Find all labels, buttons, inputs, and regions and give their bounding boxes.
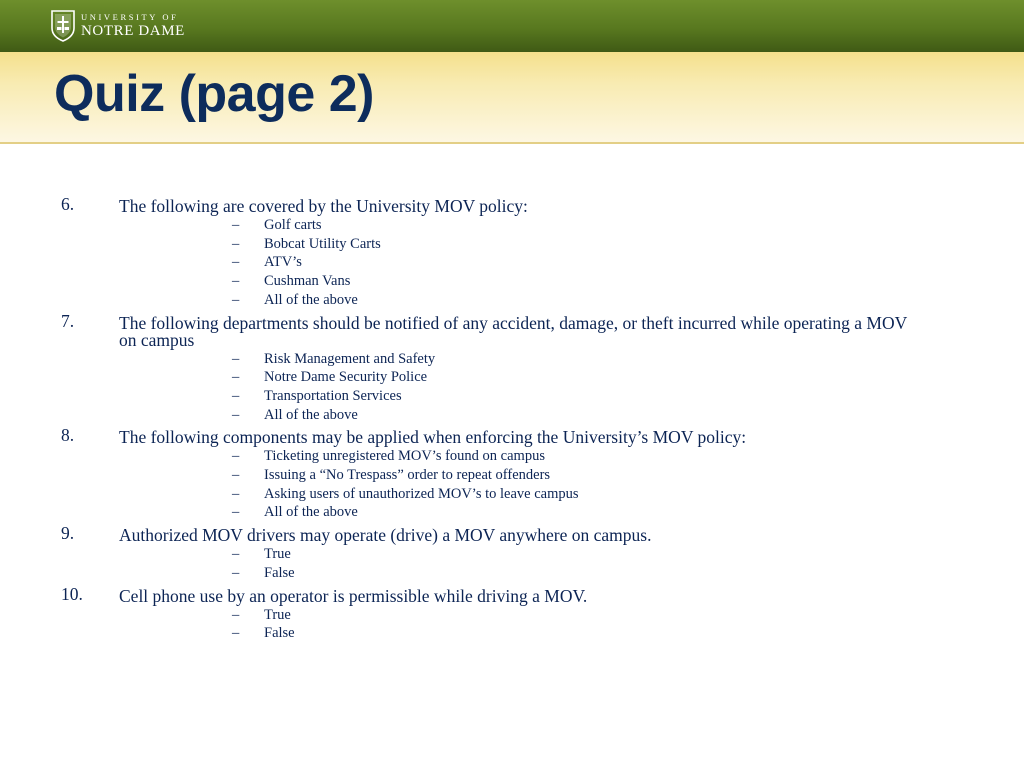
question-text: The following departments should be notified of any accident, damage, or theft incurred while operating a MOV on campus bbox=[119, 312, 907, 350]
answer-option bbox=[119, 624, 1024, 643]
option-dash-marker: – bbox=[232, 217, 240, 233]
answer-option bbox=[119, 545, 1024, 564]
answer-option bbox=[119, 606, 1024, 625]
quiz-content bbox=[0, 196, 1024, 643]
option-label: False bbox=[264, 625, 295, 642]
answer-option bbox=[119, 564, 1024, 583]
question-6 bbox=[0, 196, 1024, 310]
option-label: Risk Management and Safety bbox=[264, 350, 436, 367]
option-dash-marker: – bbox=[232, 625, 240, 642]
answer-options bbox=[119, 216, 1024, 310]
question-text: Cell phone use by an operator is permissible while driving a MOV. bbox=[119, 585, 588, 606]
option-dash-marker: – bbox=[232, 546, 240, 563]
answer-option bbox=[119, 291, 1024, 310]
option-label: False bbox=[264, 564, 295, 581]
option-label: Ticketing unregistered MOV’s found on campus bbox=[264, 448, 545, 465]
answer-options bbox=[119, 606, 1024, 643]
option-dash-marker: – bbox=[232, 235, 240, 252]
answer-option bbox=[119, 253, 1024, 272]
logo-line2: NOTRE DAME bbox=[81, 22, 185, 39]
option-label: Notre Dame Security Police bbox=[264, 369, 428, 386]
option-label: Golf carts bbox=[264, 217, 322, 233]
answer-option bbox=[119, 503, 1024, 522]
question-8 bbox=[0, 427, 1024, 522]
answer-option bbox=[119, 350, 1024, 369]
option-label: Bobcat Utility Carts bbox=[264, 235, 381, 252]
option-dash-marker: – bbox=[232, 485, 240, 502]
option-dash-marker: – bbox=[232, 273, 240, 290]
question-text: The following are covered by the University MOV policy: bbox=[119, 196, 528, 216]
option-label: All of the above bbox=[264, 504, 358, 521]
answer-options bbox=[119, 350, 1024, 425]
answer-option bbox=[119, 406, 1024, 425]
question-number: 6. bbox=[61, 194, 75, 214]
question-number: 9. bbox=[61, 523, 75, 544]
question-7 bbox=[0, 310, 1024, 425]
answer-option bbox=[119, 216, 1024, 235]
page-title: Quiz (page 2) bbox=[54, 65, 374, 123]
question-number: 10. bbox=[61, 583, 83, 604]
option-dash-marker: – bbox=[232, 504, 240, 521]
question-number: 7. bbox=[61, 310, 75, 331]
option-label: Issuing a “No Trespass” order to repeat offenders bbox=[264, 467, 551, 484]
answer-option bbox=[119, 368, 1024, 387]
option-dash-marker: – bbox=[232, 564, 240, 581]
question-9 bbox=[0, 525, 1024, 582]
option-label: Cushman Vans bbox=[264, 273, 351, 290]
option-dash-marker: – bbox=[232, 467, 240, 484]
answer-options bbox=[119, 545, 1024, 582]
option-dash-marker: – bbox=[232, 387, 240, 404]
option-dash-marker: – bbox=[232, 406, 240, 423]
shield-icon bbox=[51, 10, 75, 42]
option-label: ATV’s bbox=[264, 254, 302, 271]
option-label: Transportation Services bbox=[264, 387, 402, 404]
question-number: 8. bbox=[61, 425, 75, 446]
answer-options bbox=[119, 447, 1024, 522]
option-dash-marker: – bbox=[232, 606, 240, 623]
option-dash-marker: – bbox=[232, 350, 240, 367]
option-dash-marker: – bbox=[232, 254, 240, 271]
option-label: All of the above bbox=[264, 406, 358, 423]
answer-option bbox=[119, 272, 1024, 291]
option-label: All of the above bbox=[264, 291, 358, 308]
answer-option bbox=[119, 485, 1024, 504]
title-band bbox=[0, 52, 1024, 144]
answer-option bbox=[119, 466, 1024, 485]
question-10 bbox=[0, 583, 1024, 643]
answer-option bbox=[119, 447, 1024, 466]
answer-option bbox=[119, 387, 1024, 406]
option-label: True bbox=[264, 606, 291, 623]
option-dash-marker: – bbox=[232, 369, 240, 386]
option-dash-marker: – bbox=[232, 291, 240, 308]
option-dash-marker: – bbox=[232, 448, 240, 465]
logo-line1: UNIVERSITY OF bbox=[81, 12, 179, 23]
university-logo[interactable] bbox=[51, 9, 185, 43]
answer-option bbox=[119, 235, 1024, 254]
option-label: True bbox=[264, 546, 291, 563]
question-text: The following components may be applied when enforcing the University’s MOV policy: bbox=[119, 427, 747, 448]
option-label: Asking users of unauthorized MOV’s to leave campus bbox=[264, 485, 579, 502]
header-bar bbox=[0, 0, 1024, 52]
question-text: Authorized MOV drivers may operate (drive) a MOV anywhere on campus. bbox=[119, 525, 652, 546]
